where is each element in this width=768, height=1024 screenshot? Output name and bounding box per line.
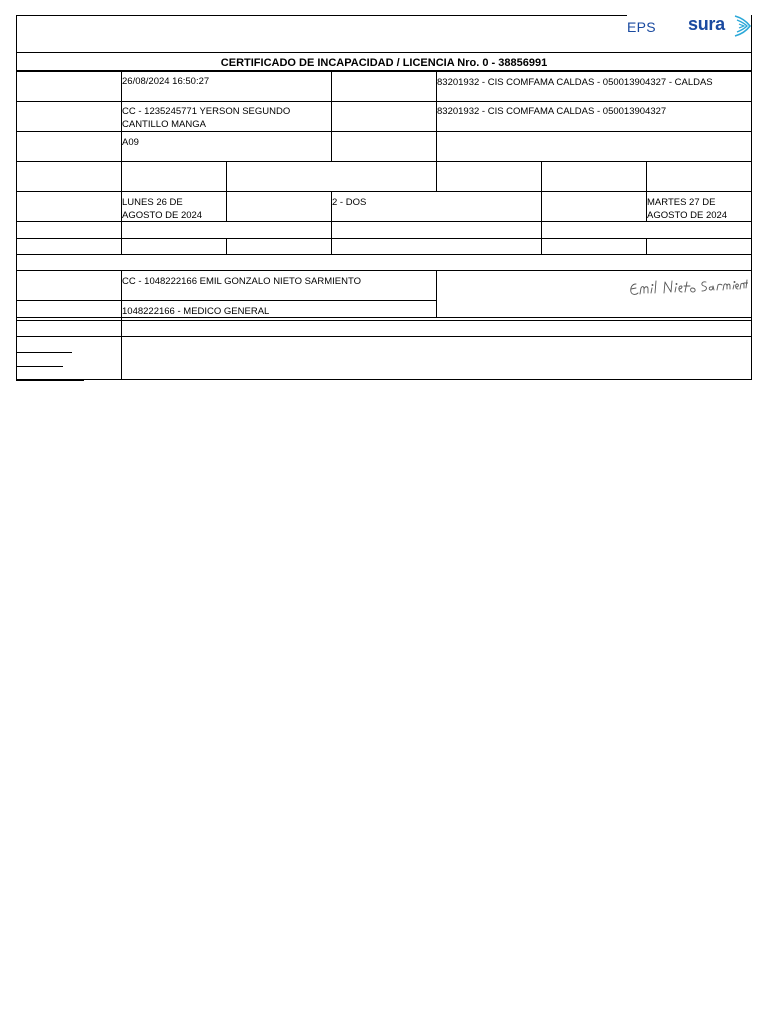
doctor-specialty: 1048222166 - MEDICO GENERAL <box>122 306 270 317</box>
eps-label: EPS <box>627 19 656 35</box>
start-date: LUNES 26 DE AGOSTO DE 2024 <box>122 197 203 221</box>
patient-info: CC - 1235245771 YERSON SEGUNDO CANTILLO MANGA <box>122 106 291 130</box>
days-count: 2 - DOS <box>332 197 367 208</box>
ips-secondary: 83201932 - CIS COMFAMA CALDAS - 050013904327 <box>437 106 667 117</box>
sura-wing-icon <box>733 13 753 39</box>
end-date: MARTES 27 DE AGOSTO DE 2024 <box>647 197 728 221</box>
doctor-info: CC - 1048222166 EMIL GONZALO NIETO SARMIENTO <box>122 276 361 287</box>
sura-logo: sura <box>688 14 725 34</box>
certificate-title: CERTIFICADO DE INCAPACIDAD / LICENCIA Nro. 0 - 38856991 <box>220 57 548 69</box>
issue-datetime: 26/08/2024 16:50:27 <box>122 76 210 87</box>
diagnosis-code: A09 <box>122 137 139 148</box>
doctor-signature <box>626 274 748 300</box>
ips-primary: 83201932 - CIS COMFAMA CALDAS - 050013904327 - CALDAS <box>437 77 713 88</box>
